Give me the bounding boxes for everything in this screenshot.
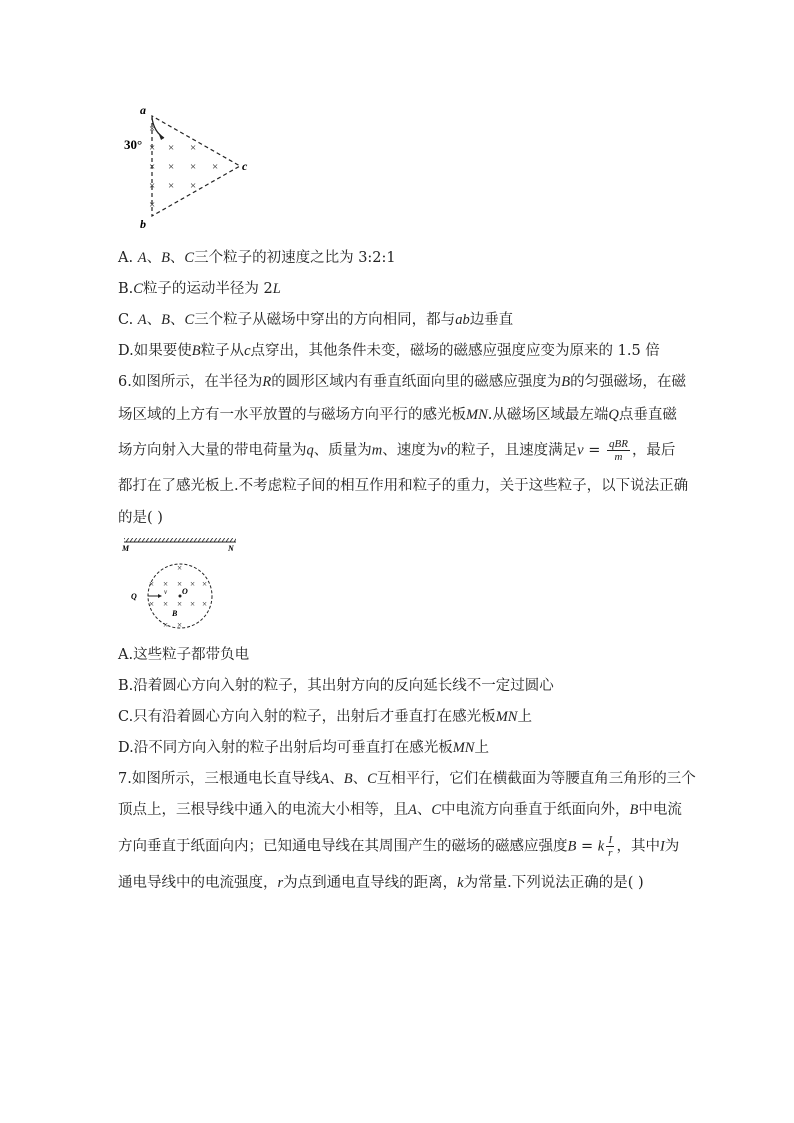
- label-n: N: [228, 544, 234, 553]
- svg-text:×: ×: [168, 180, 175, 192]
- label-b: b: [140, 217, 146, 231]
- q6-line-5: 的是( ): [118, 510, 163, 526]
- q5-option-c: C. A、B、C三个粒子从磁场中穿出的方向相同，都与ab边垂直: [118, 312, 514, 328]
- svg-text:×: ×: [177, 620, 183, 630]
- svg-text:×: ×: [190, 180, 197, 192]
- q7-line-2: 顶点上，三根导线中通入的电流大小相等，且A、C中电流方向垂直于纸面向外，B中电流: [118, 802, 682, 818]
- triangle-field-figure: [118, 102, 258, 232]
- svg-text:×: ×: [202, 579, 208, 589]
- svg-text:×: ×: [177, 579, 183, 589]
- q6-option-b: B.沿着圆心方向入射的粒子，其出射方向的反向延长线不一定过圆心: [118, 678, 554, 694]
- label-q: Q: [131, 592, 137, 601]
- svg-text:×: ×: [190, 579, 196, 589]
- svg-text:×: ×: [212, 161, 219, 173]
- svg-text:×: ×: [202, 599, 208, 609]
- svg-text:×: ×: [168, 161, 175, 173]
- q6-line-3: 场方向射入大量的带电荷量为q、质量为m、速度为v的粒子，且速度满足v = $\frac{\text{qBR}}{m}$ ，最后: [118, 438, 676, 463]
- q5-option-d: D.如果要使B粒子从c点穿出，其他条件未变，磁场的磁感应强度应变为原来的 1.5 倍: [118, 343, 660, 359]
- q7-line-1: 7.如图所示，三根通电长直导线A、B、C互相平行，它们在横截面为等腰直角三角形的三个: [118, 771, 696, 787]
- q6-line-2: 场区域的上方有一水平放置的与磁场方向平行的感光板MN.从磁场区域最左端Q点垂直磁: [118, 407, 677, 423]
- svg-text:×: ×: [149, 161, 156, 173]
- q6-option-a: A.这些粒子都带负电: [118, 647, 250, 663]
- svg-text:×: ×: [149, 142, 156, 154]
- q5-option-a: A. A、B、C三个粒子的初速度之比为 3:2:1: [118, 250, 396, 266]
- label-o: O: [182, 587, 188, 596]
- svg-text:×: ×: [168, 142, 175, 154]
- svg-text:×: ×: [163, 620, 169, 630]
- q5-option-b: B.C粒子的运动半径为 2L: [118, 281, 281, 297]
- label-c: c: [242, 159, 248, 173]
- q6-line-1: 6.如图所示，在半径为R的圆形区域内有垂直纸面向里的磁感应强度为B的匀强磁场，在磁: [118, 374, 687, 390]
- q6-option-c: C.只有沿着圆心方向入射的粒子，出射后才垂直打在感光板MN上: [118, 709, 532, 725]
- q7-line-3: 方向垂直于纸面向内；已知通电导线在其周围产生的磁场的磁感应强度B = k $\frac{I}{r}$ ，其中I为: [118, 834, 680, 859]
- svg-text:×: ×: [149, 180, 156, 192]
- svg-text:×: ×: [190, 142, 197, 154]
- svg-text:×: ×: [149, 199, 156, 211]
- label-a: a: [140, 103, 146, 117]
- q7-line-4: 通电导线中的电流强度，r为点到通电直导线的距离，k为常量.下列说法正确的是( ): [118, 875, 644, 891]
- label-m: M: [122, 544, 130, 553]
- field-fraction: $\frac{I}{r}$: [608, 834, 613, 859]
- label-b-field: B: [172, 609, 178, 618]
- svg-text:×: ×: [177, 563, 183, 573]
- svg-text:×: ×: [149, 599, 155, 609]
- svg-text:×: ×: [163, 579, 169, 589]
- label-v: v: [164, 588, 168, 596]
- circle-field-figure: [118, 536, 242, 640]
- svg-text:×: ×: [149, 123, 156, 135]
- svg-text:×: ×: [190, 161, 197, 173]
- svg-text:×: ×: [177, 599, 183, 609]
- svg-text:×: ×: [163, 599, 169, 609]
- svg-text:×: ×: [190, 599, 196, 609]
- velocity-fraction: $\frac{\text{qBR}}{m}$: [608, 438, 628, 463]
- q6-line-4: 都打在了感光板上.不考虑粒子间的相互作用和粒子的重力，关于这些粒子，以下说法正确: [118, 478, 689, 494]
- angle-label: 30°: [124, 137, 143, 152]
- svg-text:×: ×: [149, 579, 155, 589]
- q6-option-d: D.沿不同方向入射的粒子出射后均可垂直打在感光板MN上: [118, 740, 489, 756]
